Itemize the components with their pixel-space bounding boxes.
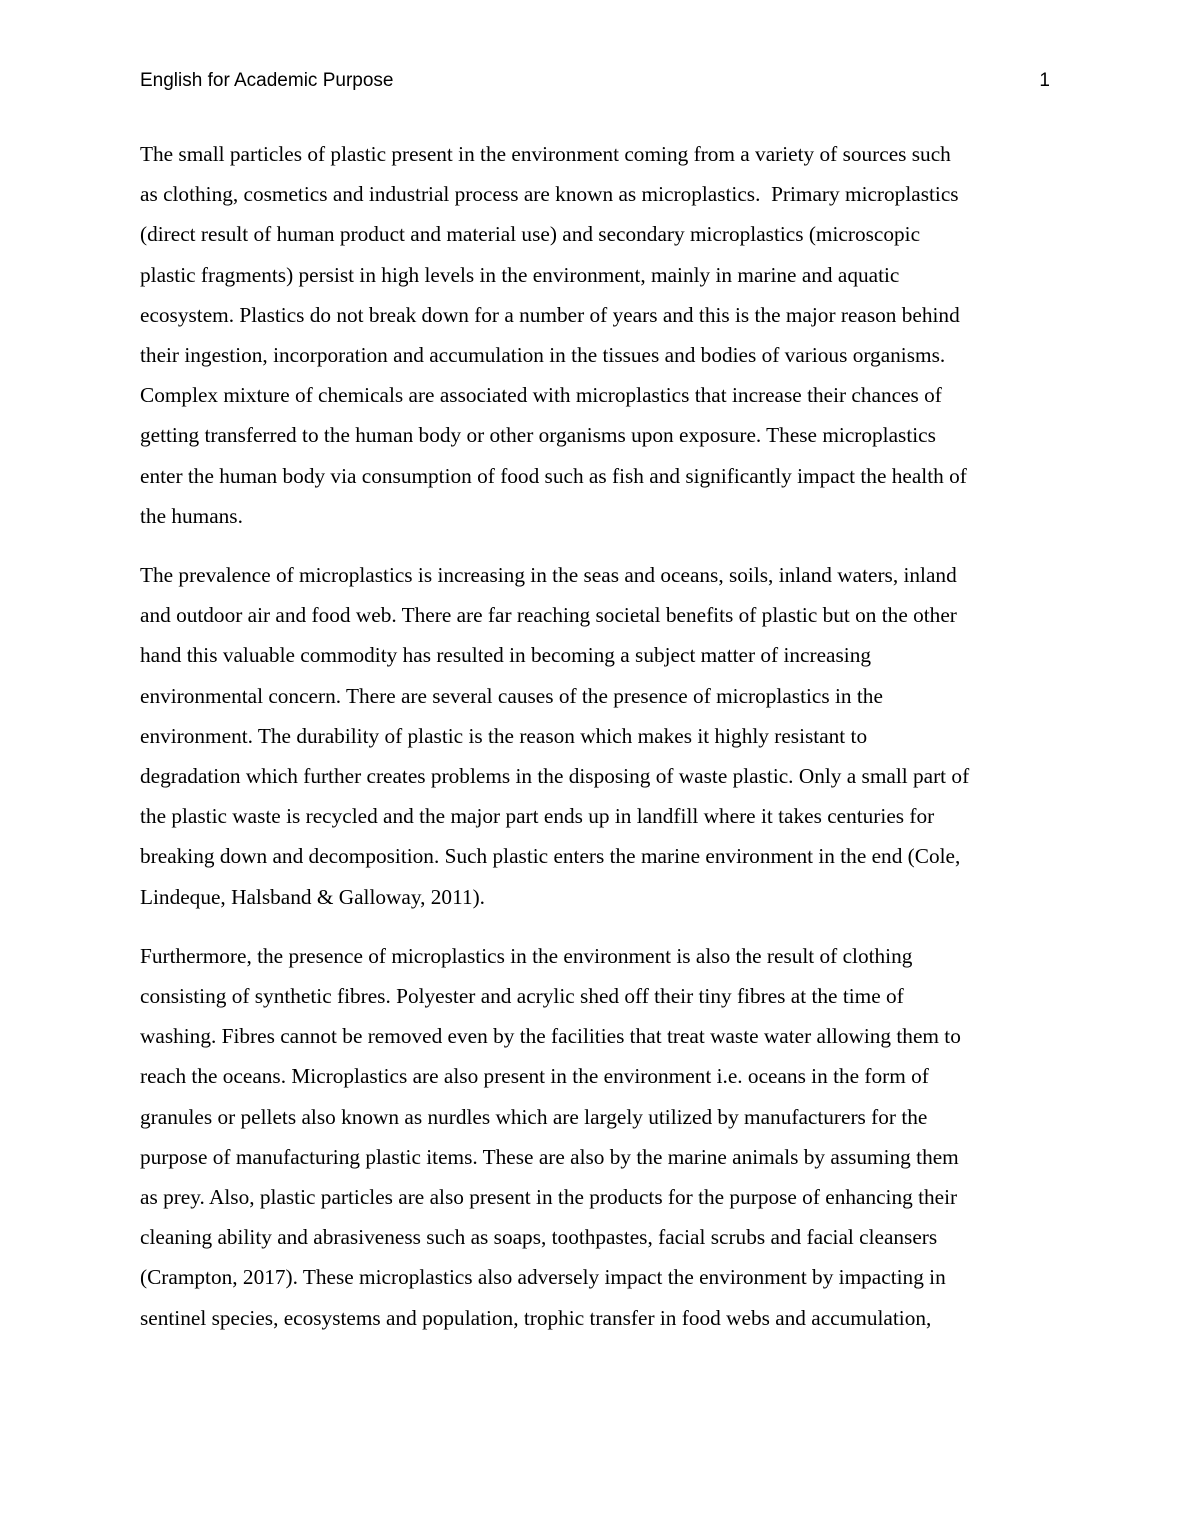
text-line: Lindeque, Halsband & Galloway, 2011). bbox=[140, 884, 486, 909]
document-body bbox=[140, 134, 1052, 1357]
text-line: environment. The durability of plastic is the reason which makes it highly resistant to bbox=[140, 723, 868, 748]
text-line: ecosystem. Plastics do not break down for a number of years and this is the major reason behind bbox=[140, 302, 960, 327]
page-number: 1 bbox=[1039, 70, 1050, 91]
text-line: hand this valuable commodity has resulted in becoming a subject matter of increasing bbox=[140, 643, 871, 668]
page-header bbox=[140, 70, 1050, 98]
text-line: the plastic waste is recycled and the major part ends up in landfill where it takes centuries for bbox=[140, 804, 935, 829]
text-line: enter the human body via consumption of food such as fish and significantly impact the health of bbox=[140, 463, 967, 488]
text-line: Furthermore, the presence of microplastics in the environment is also the result of clothing bbox=[140, 943, 913, 968]
text-line: reach the oceans. Microplastics are also present in the environment i.e. oceans in the form of bbox=[140, 1064, 929, 1089]
text-line: plastic fragments) persist in high levels in the environment, mainly in marine and aquatic bbox=[140, 262, 900, 287]
paragraph-3 bbox=[140, 936, 1052, 1338]
text-line: The small particles of plastic present in the environment coming from a variety of sources such bbox=[140, 142, 951, 166]
text-line: consisting of synthetic fibres. Polyester and acrylic shed off their tiny fibres at the time of bbox=[140, 984, 904, 1009]
text-line: as prey. Also, plastic particles are also present in the products for the purpose of enhancing their bbox=[140, 1185, 958, 1210]
text-line: granules or pellets also known as nurdles which are largely utilized by manufacturers for the bbox=[140, 1104, 928, 1129]
header-title: English for Academic Purpose bbox=[140, 70, 394, 91]
text-line: breaking down and decomposition. Such plastic enters the marine environment in the end (Cole, bbox=[140, 844, 961, 869]
text-line: (direct result of human product and material use) and secondary microplastics (microscopic bbox=[140, 222, 921, 247]
text-line: their ingestion, incorporation and accumulation in the tissues and bodies of various organisms. bbox=[140, 343, 946, 368]
text-line: as clothing, cosmetics and industrial process are known as microplastics. Primary microplastics bbox=[140, 182, 959, 207]
text-line: and outdoor air and food web. There are far reaching societal benefits of plastic but on the other bbox=[140, 603, 957, 628]
text-line: (Crampton, 2017). These microplastics also adversely impact the environment by impacting in bbox=[140, 1265, 946, 1290]
text-line: The prevalence of microplastics is increasing in the seas and oceans, soils, inland waters, inland bbox=[140, 563, 957, 588]
text-line: getting transferred to the human body or other organisms upon exposure. These microplastics bbox=[140, 423, 936, 448]
text-line: Complex mixture of chemicals are associated with microplastics that increase their chances of bbox=[140, 383, 942, 408]
paragraph-1 bbox=[140, 134, 1052, 536]
paragraph-2 bbox=[140, 555, 1052, 917]
text-line: washing. Fibres cannot be removed even by the facilities that treat waste water allowing them to bbox=[140, 1024, 961, 1049]
text-line: environmental concern. There are several causes of the presence of microplastics in the bbox=[140, 683, 883, 708]
text-line: sentinel species, ecosystems and population, trophic transfer in food webs and accumulation, bbox=[140, 1305, 932, 1330]
text-line: cleaning ability and abrasiveness such as soaps, toothpastes, facial scrubs and facial cleansers bbox=[140, 1225, 938, 1250]
text-line: purpose of manufacturing plastic items. These are also by the marine animals by assuming them bbox=[140, 1144, 959, 1169]
text-line: degradation which further creates problems in the disposing of waste plastic. Only a small part of bbox=[140, 764, 970, 789]
text-line: the humans. bbox=[140, 503, 243, 528]
